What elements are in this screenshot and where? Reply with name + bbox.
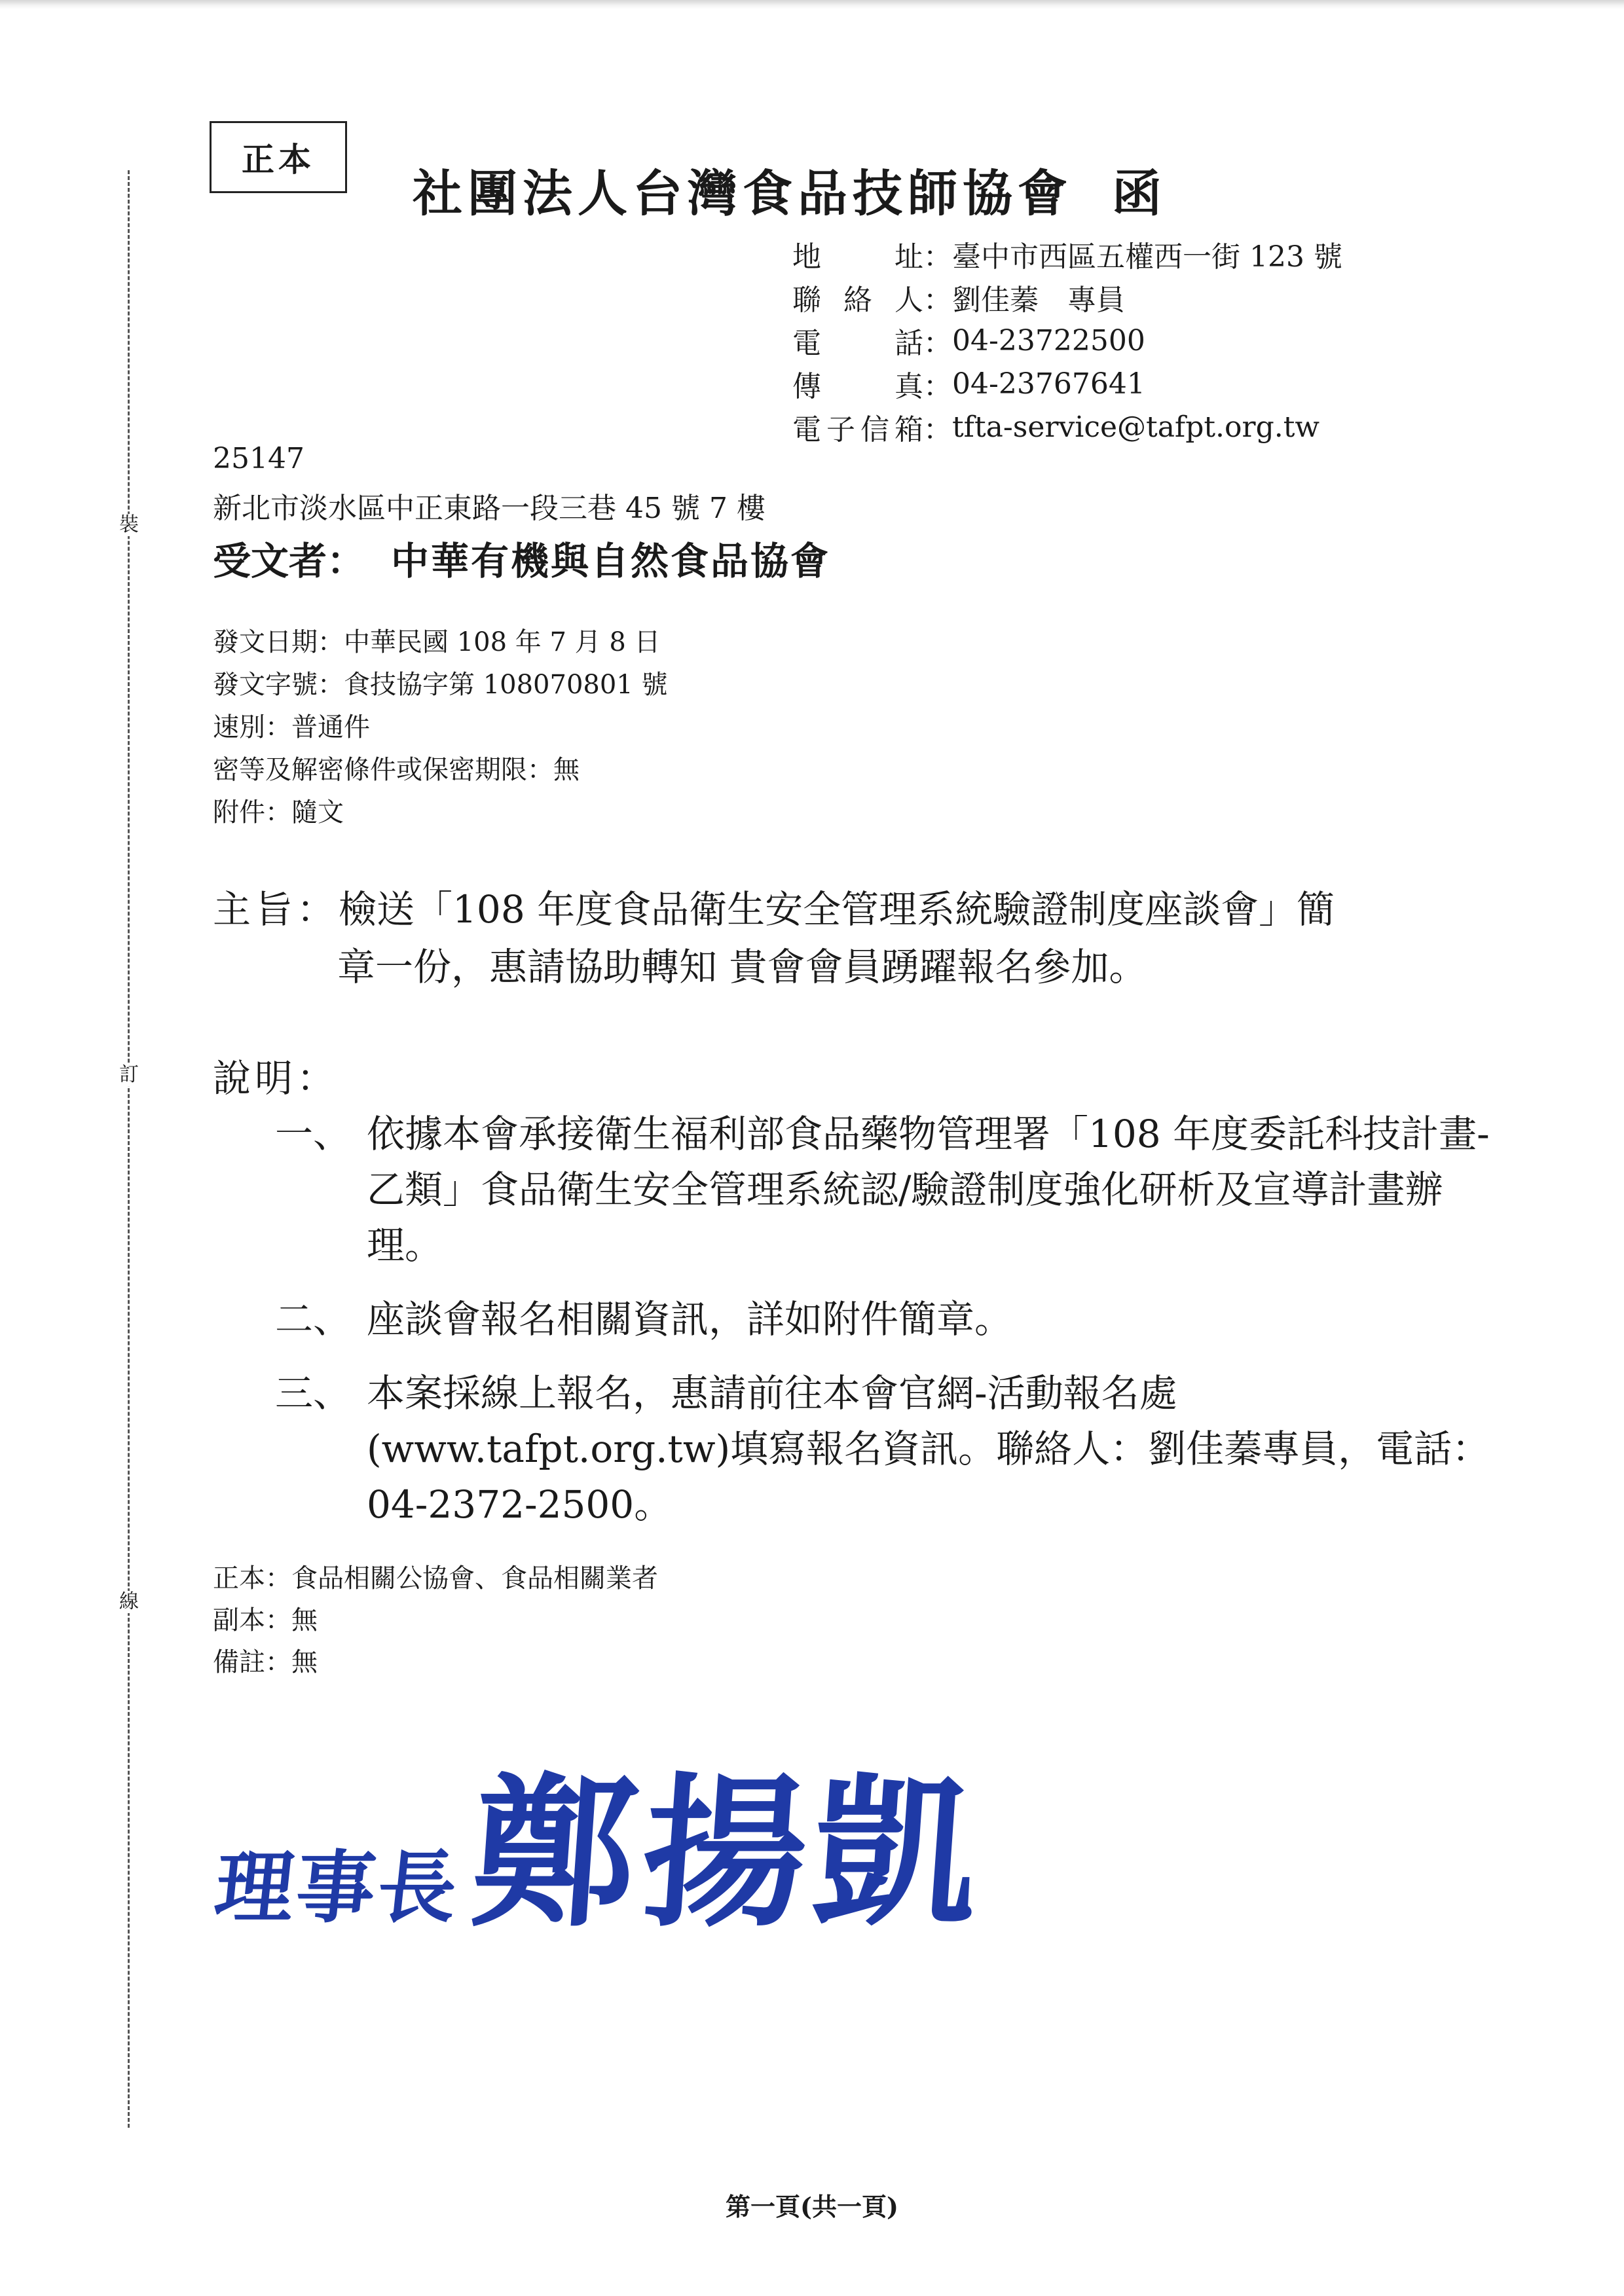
explanation-label: 說明： — [213, 1056, 339, 1101]
subject-label: 主旨： — [213, 887, 339, 932]
item-number: 二、 — [275, 1297, 352, 1341]
scan-edge — [0, 0, 1624, 9]
contact-label: 聯絡人 — [792, 283, 923, 317]
explanation-item — [275, 1366, 1513, 1533]
contact-row-address: 地址 ： 臺中市西區五權西一街 123 號 — [792, 232, 1342, 276]
subject-block — [213, 881, 1457, 996]
contact-value: 劉佳蓁 專員 — [952, 283, 1125, 317]
dispatch-number: 發文字號：食技協字第 108070801 號 — [213, 670, 668, 700]
explanation-list — [275, 1106, 1513, 1551]
contact-label: 電話 — [792, 327, 923, 360]
contact-row-phone: 電話 ： 04-23722500 — [792, 319, 1342, 362]
contact-label: 地址 — [792, 240, 923, 274]
delivery-speed: 速別：普通件 — [213, 712, 370, 742]
binding-label-top: 裝 — [119, 513, 139, 536]
signature-name: 鄭揚凱 — [466, 1757, 991, 1949]
subject-line-1: 檢送「108 年度食品衛生安全管理系統驗證制度座談會」簡 — [339, 887, 1335, 932]
receiver-label: 受文者： — [213, 539, 365, 583]
document-type: 函 — [1112, 164, 1167, 223]
dispatch-date: 發文日期：中華民國 108 年 7 月 8 日 — [213, 627, 661, 657]
contact-value: 04-23722500 — [952, 323, 1145, 357]
contact-row-fax: 傳真 ： 04-23767641 — [792, 362, 1342, 405]
dispatch-info — [213, 619, 667, 831]
receiver-name: 中華有機與自然食品協會 — [391, 539, 831, 583]
document-title — [413, 154, 1167, 225]
chairman-signature-stamp — [210, 1757, 991, 1949]
item-text: 本案採線上報名，惠請前往本會官網-活動報名處(www.tafpt.org.tw)填寫報名資訊。聯絡人：劉佳蓁專員，電話：04-2372-2500。 — [367, 1371, 1490, 1527]
item-text: 座談會報名相關資訊，詳如附件簡章。 — [367, 1297, 1013, 1341]
contact-label: 電子信箱 — [792, 413, 923, 446]
contact-email-link[interactable]: tfta-service@tafpt.org.tw — [952, 410, 1320, 444]
item-number: 一、 — [275, 1112, 352, 1156]
item-text: 依據本會承接衛生福利部食品藥物管理署「108 年度委託科技計畫-乙類」食品衛生安全管理系統認/驗證制度強化研析及宣導計畫辦理。 — [367, 1112, 1490, 1267]
explanation-item — [275, 1106, 1513, 1273]
distribution-block — [213, 1555, 658, 1681]
contact-row-person: 聯絡人 ： 劉佳蓁 專員 — [792, 276, 1342, 319]
binding-line — [128, 170, 130, 2128]
contact-label: 傳真 — [792, 370, 923, 403]
recipient-address: 新北市淡水區中正東路一段三巷 45 號 7 樓 — [213, 492, 766, 525]
contact-row-email: 電子信箱 ： tfta-service@tafpt.org.tw — [792, 405, 1342, 448]
remarks: 備註：無 — [213, 1647, 318, 1677]
attachment: 附件：隨文 — [213, 797, 344, 828]
item-number: 三、 — [275, 1371, 352, 1415]
contact-block — [792, 232, 1342, 448]
binding-label-bottom: 線 — [119, 1590, 139, 1613]
explanation-item — [275, 1292, 1513, 1347]
subject-line-2: 章一份，惠請協助轉知 貴會會員踴躍報名參加。 — [337, 945, 1147, 989]
original-copy-stamp: 正本 — [210, 121, 347, 193]
page-number: 第一頁(共一頁) — [726, 2192, 898, 2221]
organization-name: 社團法人台灣食品技師協會 — [413, 164, 1073, 223]
contact-value: 臺中市西區五權西一街 123 號 — [952, 240, 1342, 274]
contact-value: 04-23767641 — [952, 367, 1145, 401]
original-recipients: 正本：食品相關公協會、食品相關業者 — [213, 1563, 658, 1594]
copy-recipients: 副本：無 — [213, 1605, 318, 1635]
receiver-line — [213, 530, 830, 585]
recipient-zip: 25147 — [213, 442, 304, 475]
binding-label-middle: 訂 — [119, 1063, 139, 1086]
signature-title: 理事長 — [210, 1842, 464, 1934]
confidentiality: 密等及解密條件或保密期限：無 — [213, 755, 580, 785]
